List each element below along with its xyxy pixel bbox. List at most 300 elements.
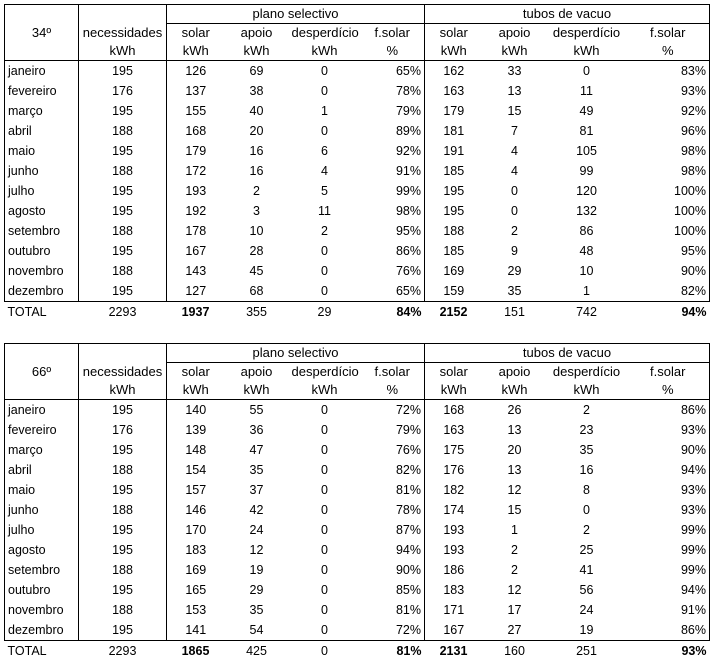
total-row — [5, 302, 710, 324]
table-row — [5, 141, 710, 161]
plano-desperdicio-cell: 0 — [321, 403, 328, 417]
plano-solar-cell: 146 — [185, 503, 207, 517]
table-row — [5, 600, 710, 620]
tubos-fsolar-cell: 93% — [627, 81, 710, 101]
plano-desperdicio-cell: 0 — [321, 583, 328, 597]
plano-solar-cell: 170 — [185, 523, 207, 537]
needs-cell: 195 — [79, 620, 167, 641]
tubos-fsolar-cell: 98% — [627, 161, 710, 181]
month-cell: janeiro — [5, 61, 79, 82]
plano-selectivo-header: plano selectivo — [167, 344, 425, 363]
month-cell: setembro — [5, 221, 79, 241]
units-row — [5, 381, 710, 400]
plano-apoio-cell: 16 — [249, 144, 264, 158]
plano-fsolar-cell: 94% — [361, 540, 425, 560]
tubos-fsolar-header: f.solar — [627, 363, 710, 382]
header-row — [5, 24, 710, 43]
plano-fsolar-cell: 79% — [361, 420, 425, 440]
needs-cell: 195 — [79, 540, 167, 560]
plano-desperdicio-cell: 0 — [321, 84, 328, 98]
plano-solar-cell: 183 — [185, 543, 207, 557]
tubos-apoio-cell: 15 — [507, 104, 522, 118]
tubos-apoio-cell: 2 — [511, 563, 518, 577]
needs-cell: 176 — [79, 81, 167, 101]
needs-unit: kWh — [79, 381, 167, 400]
tubos-fsolar-cell: 93% — [627, 420, 710, 440]
plano-solar-cell: 178 — [185, 224, 207, 238]
tubos-solar-cell: 195 — [443, 184, 465, 198]
table-row — [5, 201, 710, 221]
plano-fsolar-cell: 86% — [361, 241, 425, 261]
table-row — [5, 620, 710, 641]
tubos-solar-cell: 174 — [443, 503, 465, 517]
tubos-apoio-cell: 17 — [507, 603, 522, 617]
total-plano-apoio-cell: 355 — [246, 305, 267, 319]
month-cell: junho — [5, 161, 79, 181]
month-cell: maio — [5, 480, 79, 500]
tubos-fsolar-cell: 83% — [627, 61, 710, 82]
tubos-desperdicio-cell: 16 — [579, 463, 594, 477]
plano-fsolar-cell: 95% — [361, 221, 425, 241]
month-cell: abril — [5, 460, 79, 480]
plano-solar-cell: 143 — [185, 264, 207, 278]
plano-fsolar-cell: 90% — [361, 560, 425, 580]
plano-desperdicio-cell: 0 — [321, 423, 328, 437]
plano-apoio-cell: 69 — [249, 64, 264, 78]
angle-label: 34º — [5, 5, 79, 61]
plano-desperdicio-cell: 0 — [321, 264, 328, 278]
plano-apoio-cell: 54 — [225, 620, 289, 641]
plano-desperdicio-cell: 0 — [321, 244, 328, 258]
plano-fsolar-cell: 79% — [361, 101, 425, 121]
plano-apoio-cell: 40 — [249, 104, 264, 118]
tubos-desperdicio-cell: 105 — [576, 144, 597, 158]
plano-solar-cell: 126 — [185, 64, 207, 78]
plano-desperdicio-cell: 0 — [289, 620, 361, 641]
plano-apoio-cell: 37 — [249, 483, 264, 497]
needs-cell: 195 — [79, 101, 167, 121]
plano-solar-cell: 193 — [185, 184, 207, 198]
needs-cell: 188 — [79, 460, 167, 480]
tubos-apoio-cell: 4 — [511, 144, 518, 158]
tubos-fsolar-cell: 93% — [627, 500, 710, 520]
tubos-desperdicio-cell: 19 — [547, 620, 627, 641]
tubos-desperdicio-cell: 8 — [583, 483, 590, 497]
tubos-apoio-cell: 2 — [511, 224, 518, 238]
plano-fsolar-cell: 78% — [361, 500, 425, 520]
tubos-solar-cell: 167 — [425, 620, 483, 641]
table-row — [5, 101, 710, 121]
tubos-apoio-cell: 2 — [511, 543, 518, 557]
total-tubos-apoio-cell: 160 — [504, 644, 525, 658]
tubos-fsolar-cell: 98% — [627, 141, 710, 161]
plano-solar-cell: 137 — [185, 84, 207, 98]
table-row — [5, 400, 710, 421]
plano-solar-cell: 192 — [185, 204, 207, 218]
total-plano-solar-cell: 1937 — [181, 305, 210, 319]
tubos-fsolar-cell: 94% — [627, 460, 710, 480]
month-cell: agosto — [5, 540, 79, 560]
tubos-solar-cell: 169 — [443, 264, 465, 278]
unit-label: kWh — [289, 42, 361, 61]
tubos-solar-cell: 168 — [443, 403, 465, 417]
tubos-apoio-header: apoio — [498, 364, 531, 379]
plano-apoio-cell: 19 — [249, 563, 264, 577]
header-blank — [79, 5, 167, 24]
month-cell: agosto — [5, 201, 79, 221]
month-cell: março — [5, 440, 79, 460]
plano-solar-cell: 165 — [185, 583, 207, 597]
unit-label: % — [361, 42, 425, 61]
tubos-apoio-cell: 9 — [511, 244, 518, 258]
total-tubos-apoio-cell: 151 — [504, 305, 525, 319]
total-plano-desperdicio-cell: 29 — [317, 305, 332, 319]
month-cell: janeiro — [5, 400, 79, 421]
plano-solar-cell: 154 — [185, 463, 207, 477]
tubos-fsolar-cell: 100% — [627, 221, 710, 241]
needs-cell: 195 — [79, 61, 167, 82]
plano-desperdicio-header: desperdício — [291, 25, 359, 40]
table-row — [5, 540, 710, 560]
tubos-desperdicio-cell: 132 — [576, 204, 597, 218]
plano-desperdicio-cell: 0 — [321, 463, 328, 477]
needs-cell: 188 — [79, 161, 167, 181]
unit-label: kWh — [425, 42, 483, 61]
tubos-apoio-cell: 13 — [507, 463, 522, 477]
tubos-solar-cell: 179 — [443, 104, 465, 118]
month-cell: março — [5, 101, 79, 121]
month-cell: novembro — [5, 261, 79, 281]
tubos-fsolar-cell: 94% — [627, 580, 710, 600]
plano-fsolar-cell: 76% — [361, 440, 425, 460]
plano-fsolar-cell: 89% — [361, 121, 425, 141]
plano-apoio-cell: 3 — [253, 204, 260, 218]
tubos-desperdicio-cell: 81 — [579, 124, 594, 138]
unit-label: kWh — [225, 381, 289, 400]
plano-desperdicio-cell: 0 — [321, 64, 328, 78]
month-cell: abril — [5, 121, 79, 141]
plano-desperdicio-cell: 2 — [321, 224, 328, 238]
tubos-fsolar-cell: 82% — [627, 281, 710, 302]
needs-header: necessidades — [79, 363, 167, 382]
plano-apoio-cell: 36 — [249, 423, 264, 437]
plano-selectivo-header: plano selectivo — [167, 5, 425, 24]
tubos-solar-cell: 183 — [443, 583, 465, 597]
tubos-solar-header: solar — [439, 25, 468, 40]
tubos-desperdicio-cell: 0 — [583, 503, 590, 517]
tubos-desperdicio-cell: 35 — [579, 443, 594, 457]
tubos-solar-cell: 182 — [443, 483, 465, 497]
plano-desperdicio-cell: 0 — [321, 543, 328, 557]
unit-label: % — [361, 381, 425, 400]
month-cell: dezembro — [5, 620, 79, 641]
plano-fsolar-header: f.solar — [361, 24, 425, 43]
tubos-apoio-cell: 4 — [511, 164, 518, 178]
tubos-fsolar-cell: 100% — [627, 201, 710, 221]
plano-desperdicio-cell: 0 — [321, 483, 328, 497]
tubos-apoio-cell: 33 — [507, 64, 522, 78]
solar-table-2 — [4, 343, 710, 662]
unit-label: kWh — [547, 381, 627, 400]
plano-desperdicio-cell: 0 — [321, 124, 328, 138]
tubos-solar-cell: 171 — [443, 603, 465, 617]
plano-fsolar-cell: 98% — [361, 201, 425, 221]
header-row — [5, 344, 710, 363]
plano-fsolar-cell: 87% — [361, 520, 425, 540]
month-cell: dezembro — [5, 281, 79, 302]
plano-fsolar-cell: 85% — [361, 580, 425, 600]
tubos-solar-cell: 195 — [443, 204, 465, 218]
tubos-desperdicio-cell: 24 — [579, 603, 594, 617]
tubos-fsolar-cell: 99% — [627, 540, 710, 560]
solar-table-1 — [4, 4, 710, 323]
total-tubos-desperdicio-cell: 742 — [576, 305, 597, 319]
plano-apoio-cell: 68 — [225, 281, 289, 302]
plano-solar-cell: 155 — [185, 104, 207, 118]
header-row — [5, 5, 710, 24]
tubos-desperdicio-cell: 49 — [579, 104, 594, 118]
needs-cell: 195 — [79, 580, 167, 600]
plano-apoio-cell: 12 — [249, 543, 264, 557]
plano-fsolar-cell: 72% — [361, 620, 425, 641]
plano-fsolar-cell: 65% — [361, 61, 425, 82]
plano-desperdicio-cell: 1 — [321, 104, 328, 118]
tubos-desperdicio-cell: 48 — [579, 244, 594, 258]
tubos-desperdicio-cell: 99 — [579, 164, 594, 178]
month-cell: novembro — [5, 600, 79, 620]
plano-apoio-header: apoio — [240, 364, 273, 379]
header-blank — [79, 344, 167, 363]
unit-label: kWh — [225, 42, 289, 61]
total-tubos-solar-cell: 2131 — [439, 644, 468, 658]
plano-apoio-cell: 2 — [253, 184, 260, 198]
total-month-cell: TOTAL — [7, 305, 47, 319]
plano-solar-cell: 127 — [167, 281, 225, 302]
tubos-fsolar-cell: 93% — [627, 480, 710, 500]
plano-apoio-cell: 45 — [249, 264, 264, 278]
plano-desperdicio-cell: 5 — [321, 184, 328, 198]
tubos-fsolar-cell: 90% — [627, 261, 710, 281]
tubos-apoio-cell: 13 — [507, 84, 522, 98]
plano-solar-cell: 148 — [185, 443, 207, 457]
total-month-cell: TOTAL — [7, 644, 47, 658]
plano-fsolar-header: f.solar — [361, 363, 425, 382]
plano-apoio-cell: 28 — [249, 244, 264, 258]
tubos-solar-cell: 175 — [443, 443, 465, 457]
needs-cell: 195 — [79, 440, 167, 460]
plano-apoio-cell: 42 — [249, 503, 264, 517]
tubos-desperdicio-cell: 1 — [547, 281, 627, 302]
header-row — [5, 363, 710, 382]
tubos-fsolar-cell: 90% — [627, 440, 710, 460]
units-row — [5, 42, 710, 61]
tubos-vacuo-header: tubos de vacuo — [425, 5, 710, 24]
plano-solar-cell: 140 — [185, 403, 207, 417]
needs-header: necessidades — [79, 24, 167, 43]
needs-cell: 195 — [79, 141, 167, 161]
needs-cell: 188 — [79, 600, 167, 620]
needs-cell: 195 — [79, 400, 167, 421]
tubos-apoio-cell: 0 — [511, 204, 518, 218]
total-needs-cell: 2293 — [108, 305, 137, 319]
plano-apoio-cell: 35 — [249, 463, 264, 477]
tubos-fsolar-cell: 95% — [627, 241, 710, 261]
tubos-desperdicio-cell: 41 — [579, 563, 594, 577]
unit-label: kWh — [483, 381, 547, 400]
tubos-desperdicio-cell: 0 — [583, 64, 590, 78]
tubos-solar-cell: 193 — [443, 523, 465, 537]
tubos-desperdicio-header: desperdício — [552, 364, 621, 379]
total-row — [5, 641, 710, 663]
table-row — [5, 161, 710, 181]
total-needs-cell: 2293 — [108, 644, 137, 658]
unit-label: kWh — [167, 42, 225, 61]
tubos-desperdicio-cell: 2 — [583, 523, 590, 537]
plano-desperdicio-cell: 0 — [289, 281, 361, 302]
month-cell: junho — [5, 500, 79, 520]
plano-apoio-cell: 55 — [249, 403, 264, 417]
table-row — [5, 480, 710, 500]
total-plano-fsolar-cell: 81% — [396, 644, 422, 658]
plano-desperdicio-cell: 0 — [321, 603, 328, 617]
tubos-solar-cell: 176 — [443, 463, 465, 477]
total-tubos-fsolar-cell: 93% — [681, 644, 707, 658]
needs-cell: 188 — [79, 560, 167, 580]
plano-desperdicio-cell: 0 — [321, 443, 328, 457]
plano-desperdicio-cell: 0 — [321, 563, 328, 577]
plano-desperdicio-cell: 11 — [318, 204, 331, 218]
table-row — [5, 520, 710, 540]
plano-solar-header: solar — [181, 25, 210, 40]
plano-solar-header: solar — [181, 364, 210, 379]
tubos-apoio-cell: 27 — [483, 620, 547, 641]
plano-fsolar-cell: 81% — [361, 480, 425, 500]
total-plano-apoio-cell: 425 — [246, 644, 267, 658]
tubos-apoio-cell: 12 — [507, 583, 522, 597]
plano-solar-cell: 141 — [167, 620, 225, 641]
total-plano-fsolar-cell: 84% — [396, 305, 422, 319]
needs-cell: 188 — [79, 221, 167, 241]
plano-solar-cell: 153 — [185, 603, 207, 617]
month-cell: julho — [5, 181, 79, 201]
plano-desperdicio-cell: 0 — [321, 503, 328, 517]
tubos-apoio-cell: 35 — [483, 281, 547, 302]
plano-apoio-cell: 10 — [249, 224, 264, 238]
tubos-desperdicio-cell: 11 — [580, 84, 593, 98]
tubos-apoio-cell: 13 — [507, 423, 522, 437]
plano-fsolar-cell: 92% — [361, 141, 425, 161]
unit-label: kWh — [547, 42, 627, 61]
needs-cell: 195 — [79, 520, 167, 540]
tubos-desperdicio-cell: 25 — [579, 543, 594, 557]
tubos-apoio-cell: 7 — [511, 124, 518, 138]
tubos-desperdicio-header: desperdício — [552, 25, 621, 40]
plano-apoio-cell: 24 — [249, 523, 264, 537]
plano-apoio-cell: 47 — [249, 443, 264, 457]
plano-apoio-cell: 35 — [249, 603, 264, 617]
plano-desperdicio-cell: 4 — [321, 164, 328, 178]
table-row — [5, 261, 710, 281]
tubos-apoio-cell: 12 — [507, 483, 522, 497]
tubos-fsolar-header: f.solar — [627, 24, 710, 43]
tubos-solar-cell: 163 — [443, 423, 465, 437]
needs-cell: 195 — [79, 181, 167, 201]
angle-label: 66º — [5, 344, 79, 400]
plano-fsolar-cell: 91% — [361, 161, 425, 181]
tubos-solar-cell: 162 — [443, 64, 465, 78]
plano-desperdicio-cell: 6 — [321, 144, 328, 158]
month-cell: maio — [5, 141, 79, 161]
tubos-apoio-cell: 20 — [507, 443, 522, 457]
plano-fsolar-cell: 78% — [361, 81, 425, 101]
plano-fsolar-cell: 81% — [361, 600, 425, 620]
tubos-solar-cell: 185 — [443, 164, 465, 178]
tubos-solar-cell: 159 — [425, 281, 483, 302]
plano-fsolar-cell: 65% — [361, 281, 425, 302]
tubos-fsolar-cell: 91% — [627, 600, 710, 620]
tubos-fsolar-cell: 86% — [627, 400, 710, 421]
table-row — [5, 281, 710, 302]
plano-fsolar-cell: 99% — [361, 181, 425, 201]
needs-cell: 195 — [79, 480, 167, 500]
plano-apoio-header: apoio — [240, 25, 273, 40]
plano-solar-cell: 157 — [185, 483, 207, 497]
plano-desperdicio-header: desperdício — [291, 364, 359, 379]
table-row — [5, 500, 710, 520]
tubos-vacuo-header: tubos de vacuo — [425, 344, 710, 363]
table-row — [5, 81, 710, 101]
tubos-fsolar-cell: 100% — [627, 181, 710, 201]
tubos-apoio-cell: 15 — [507, 503, 522, 517]
plano-apoio-cell: 29 — [249, 583, 264, 597]
table-row — [5, 420, 710, 440]
tubos-solar-cell: 193 — [443, 543, 465, 557]
unit-label: kWh — [289, 381, 361, 400]
tubos-desperdicio-cell: 2 — [583, 403, 590, 417]
tubos-solar-cell: 191 — [443, 144, 465, 158]
plano-fsolar-cell: 76% — [361, 261, 425, 281]
table-row — [5, 121, 710, 141]
table-row — [5, 460, 710, 480]
tubos-solar-cell: 186 — [443, 563, 465, 577]
needs-unit: kWh — [79, 42, 167, 61]
plano-solar-cell: 167 — [185, 244, 207, 258]
tubos-desperdicio-cell: 120 — [576, 184, 597, 198]
tubos-solar-header: solar — [439, 364, 468, 379]
plano-solar-cell: 169 — [185, 563, 207, 577]
needs-cell: 195 — [79, 281, 167, 302]
unit-label: % — [627, 42, 710, 61]
tubos-apoio-cell: 29 — [507, 264, 522, 278]
total-tubos-fsolar-cell: 94% — [681, 305, 707, 319]
tubos-fsolar-cell: 99% — [627, 520, 710, 540]
month-cell: setembro — [5, 560, 79, 580]
plano-solar-cell: 172 — [185, 164, 207, 178]
tubos-apoio-cell: 0 — [511, 184, 518, 198]
needs-cell: 188 — [79, 121, 167, 141]
tubos-solar-cell: 163 — [443, 84, 465, 98]
tubos-apoio-cell: 1 — [511, 523, 518, 537]
total-plano-solar-cell: 1865 — [181, 644, 210, 658]
table-row — [5, 440, 710, 460]
tubos-desperdicio-cell: 10 — [579, 264, 594, 278]
tubos-solar-cell: 185 — [443, 244, 465, 258]
month-cell: fevereiro — [5, 81, 79, 101]
tubos-desperdicio-cell: 56 — [579, 583, 594, 597]
plano-solar-cell: 168 — [185, 124, 207, 138]
total-tubos-desperdicio-cell: 251 — [576, 644, 597, 658]
plano-apoio-cell: 20 — [249, 124, 264, 138]
